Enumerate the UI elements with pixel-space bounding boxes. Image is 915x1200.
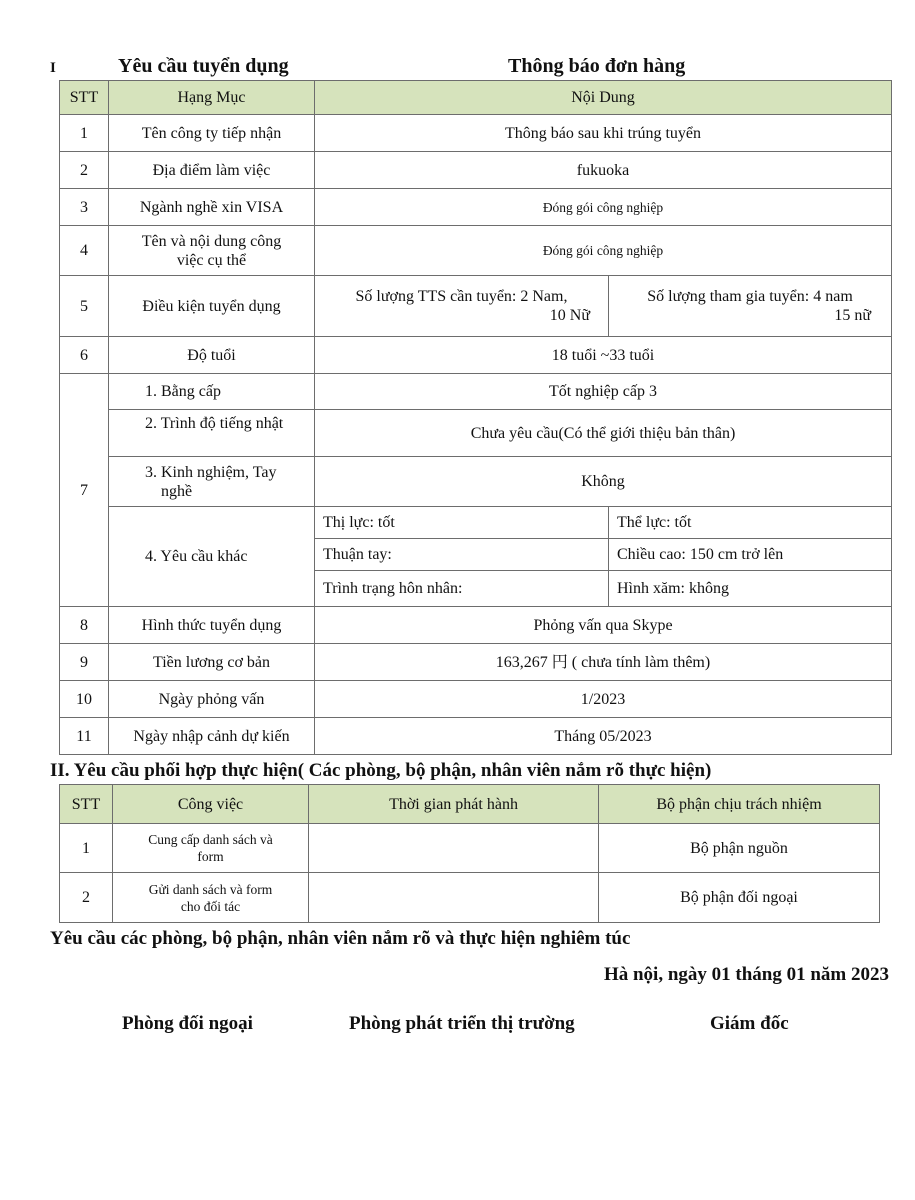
- row-stt: 2: [60, 873, 113, 923]
- degree-label: 1. Bằng cấp: [109, 374, 315, 410]
- signature-director: Giám đốc: [710, 1013, 789, 1034]
- requirement-note: Yêu cầu các phòng, bộ phận, nhân viên nắm rõ và thực hiện nghiêm túc: [50, 928, 631, 949]
- table-row: [60, 824, 880, 873]
- recruitment-table: [59, 80, 892, 755]
- table-row: [60, 276, 892, 337]
- needed-quantity: [315, 276, 609, 337]
- table-row: [60, 457, 892, 507]
- header-dept: Bộ phận chịu trách nhiệm: [599, 785, 880, 824]
- header-stt: STT: [60, 785, 113, 824]
- experience-label: [109, 457, 315, 507]
- table-row: [60, 681, 892, 718]
- row-stt: 6: [60, 337, 109, 374]
- marital-status: Trình trạng hôn nhân:: [315, 571, 609, 607]
- table-row: [60, 607, 892, 644]
- table-header-row: [60, 81, 892, 115]
- row-item: Địa điểm làm việc: [109, 152, 315, 189]
- header-time: Thời gian phát hành: [309, 785, 599, 824]
- needed-quantity-line1: Số lượng TTS cần tuyển: 2 Nam,: [355, 288, 568, 305]
- experience-label-line1: 3. Kinh nghiệm, Tay: [145, 463, 277, 481]
- row-item: Ngày phỏng vấn: [109, 681, 315, 718]
- table-row: [60, 507, 892, 539]
- row-stt: 3: [60, 189, 109, 226]
- table-row: [60, 873, 880, 923]
- row-stt: 1: [60, 824, 113, 873]
- table-row: [60, 718, 892, 755]
- row-task: [113, 873, 309, 923]
- fitness: Thể lực: tốt: [609, 507, 892, 539]
- row-item-line2: việc cụ thể: [176, 251, 247, 269]
- eyesight: Thị lực: tốt: [315, 507, 609, 539]
- tattoo: Hình xăm: không: [609, 571, 892, 607]
- row-content: 18 tuổi ~33 tuổi: [315, 337, 892, 374]
- row-stt: 10: [60, 681, 109, 718]
- notice-title: Thông báo đơn hàng: [508, 55, 686, 77]
- row-item: Điều kiện tuyển dụng: [109, 276, 315, 337]
- row-task-line1: Gửi danh sách và form: [148, 881, 273, 897]
- table-row: [60, 152, 892, 189]
- experience-label-line2: nghề: [161, 482, 193, 500]
- row-content: Đóng gói công nghiệp: [315, 226, 892, 276]
- degree-value: Tốt nghiệp cấp 3: [315, 374, 892, 410]
- handedness: Thuận tay:: [315, 539, 609, 571]
- header-stt: STT: [60, 81, 109, 115]
- row-content: Tháng 05/2023: [315, 718, 892, 755]
- row-time: [309, 873, 599, 923]
- row-dept: Bộ phận đối ngoại: [599, 873, 880, 923]
- participating-quantity: [609, 276, 892, 337]
- row-stt: 8: [60, 607, 109, 644]
- experience-value: Không: [315, 457, 892, 507]
- signing-date: Hà nội, ngày 01 tháng 01 năm 2023: [603, 964, 889, 985]
- table-row: [60, 374, 892, 410]
- table-row: [60, 226, 892, 276]
- section-number: I: [50, 60, 56, 76]
- row-task: [113, 824, 309, 873]
- table-row: [60, 189, 892, 226]
- participating-quantity-line2: 15 nữ: [834, 307, 871, 324]
- row-stt: 11: [60, 718, 109, 755]
- row-stt: 7: [60, 374, 109, 607]
- row-item: [109, 226, 315, 276]
- table-header-row: [60, 785, 880, 824]
- row-task-line2: cho đối tác: [180, 898, 241, 914]
- row-item-line1: Tên và nội dung công: [141, 232, 282, 250]
- table-row: [60, 410, 892, 457]
- section-title: Yêu cầu tuyển dụng: [118, 55, 289, 77]
- table-row: [60, 337, 892, 374]
- header-item: Hạng Mục: [109, 81, 315, 115]
- header-content: Nội Dung: [315, 81, 892, 115]
- row-stt: 9: [60, 644, 109, 681]
- japanese-value: Chưa yêu cầu(Có thể giới thiệu bản thân): [315, 410, 892, 457]
- row-content: Đóng gói công nghiệp: [315, 189, 892, 226]
- signature-foreign-affairs: Phòng đối ngoại: [122, 1013, 253, 1034]
- japanese-label: 2. Trình độ tiếng nhật: [109, 410, 315, 457]
- row-time: [309, 824, 599, 873]
- row-stt: 4: [60, 226, 109, 276]
- table-row: [60, 115, 892, 152]
- row-content: fukuoka: [315, 152, 892, 189]
- other-requirements-label: 4. Yêu cầu khác: [109, 507, 315, 607]
- row-item: Tên công ty tiếp nhận: [109, 115, 315, 152]
- row-item: Hình thức tuyển dụng: [109, 607, 315, 644]
- table-row: [60, 644, 892, 681]
- header-task: Công việc: [113, 785, 309, 824]
- row-item: Ngày nhập cảnh dự kiến: [109, 718, 315, 755]
- row-item: Ngành nghề xin VISA: [109, 189, 315, 226]
- signature-market-development: Phòng phát triển thị trường: [349, 1013, 575, 1034]
- row-stt: 1: [60, 115, 109, 152]
- section2-title: II. Yêu cầu phối hợp thực hiện( Các phòng, bộ phận, nhân viên nắm rõ thực hiện): [50, 760, 712, 781]
- row-item: Tiền lương cơ bản: [109, 644, 315, 681]
- row-content: 1/2023: [315, 681, 892, 718]
- row-dept: Bộ phận nguồn: [599, 824, 880, 873]
- row-content: Phỏng vấn qua Skype: [315, 607, 892, 644]
- row-task-line2: form: [197, 849, 224, 864]
- row-item: Độ tuổi: [109, 337, 315, 374]
- participating-quantity-line1: Số lượng tham gia tuyển: 4 nam: [647, 288, 853, 305]
- needed-quantity-line2: 10 Nữ: [549, 307, 590, 324]
- row-stt: 5: [60, 276, 109, 337]
- row-content: 163,267 円 ( chưa tính làm thêm): [315, 644, 892, 681]
- row-task-line1: Cung cấp danh sách và: [148, 832, 273, 847]
- coordination-table: [59, 784, 880, 923]
- row-content: Thông báo sau khi trúng tuyển: [315, 115, 892, 152]
- row-stt: 2: [60, 152, 109, 189]
- height-requirement: Chiều cao: 150 cm trở lên: [609, 539, 892, 571]
